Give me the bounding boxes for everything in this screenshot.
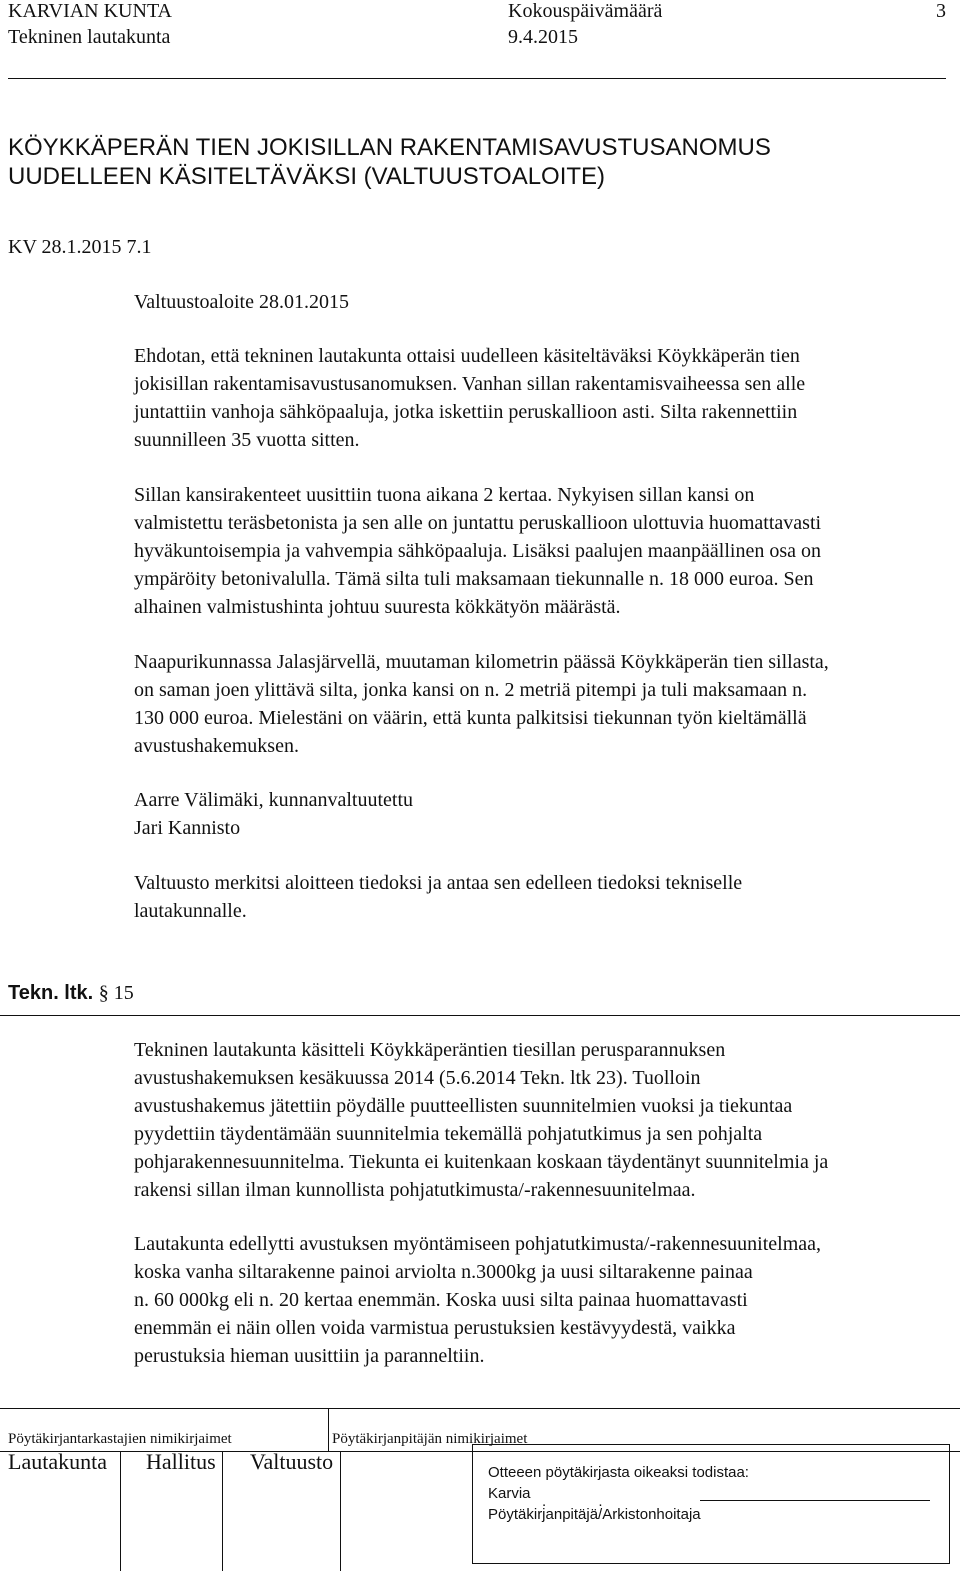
text-line: avustushakemuksen kesäkuussa 2014 (5.6.2014 Tekn. ltk 23). Tuolloin bbox=[134, 1067, 701, 1089]
certification-date-dots: . . bbox=[542, 1493, 627, 1510]
title-line: KÖYKKÄPERÄN TIEN JOKISILLAN RAKENTAMISAVUSTUSANOMUS bbox=[8, 134, 771, 161]
certification-place: Karvia bbox=[488, 1485, 531, 1502]
signature-box-lautakunta: Lautakunta bbox=[8, 1449, 107, 1474]
paragraph bbox=[134, 1230, 954, 1370]
text-line: Naapurikunnassa Jalasjärvellä, muutaman kilometrin päässä Köykkäperän tien sillasta, bbox=[134, 651, 829, 673]
text-line: rakensi sillan ilman kunnollista pohjatutkimusta/-rakennesuunitelmaa. bbox=[134, 1179, 696, 1201]
text-line: 130 000 euroa. Mielestäni on väärin, että kunta palkitsisi tiekunnan työn kieltämällä bbox=[134, 707, 807, 729]
certification-signature-line bbox=[700, 1500, 930, 1501]
text-line: Valtuusto merkitsi aloitteen tiedoksi ja antaa sen edelleen tiedoksi tekniselle bbox=[134, 872, 743, 894]
document-title bbox=[8, 133, 771, 191]
text-line: enemmän ei näin ollen voida varmistua perustuksien kestävyydestä, vaikka bbox=[134, 1317, 736, 1339]
text-line: avustushakemuksen. bbox=[134, 735, 299, 757]
paragraph bbox=[134, 869, 954, 925]
footer-column-divider bbox=[328, 1408, 329, 1452]
initiative-date: Valtuustoaloite 28.01.2015 bbox=[134, 291, 349, 313]
section-divider bbox=[0, 1015, 960, 1016]
board-name: Tekninen lautakunta bbox=[8, 26, 171, 48]
text-line: suunnilleen 35 vuotta sitten. bbox=[134, 429, 360, 451]
text-line: valmistettu teräsbetonista ja sen alle on juntattu peruskallioon ulottuvia huomattavasti bbox=[134, 512, 822, 534]
text-line: on saman joen ylittävä silta, jonka kansi on n. 2 metriä pitempi ja tuli maksamaan n. bbox=[134, 679, 808, 701]
text-line: Ehdotan, että tekninen lautakunta ottaisi uudelleen käsiteltäväksi Köykkäperän tien bbox=[134, 345, 800, 367]
keeper-initials-label: Pöytäkirjanpitäjän nimikirjaimet bbox=[332, 1431, 528, 1447]
meeting-date-label: Kokouspäivämäärä bbox=[508, 0, 663, 22]
organization-name: KARVIAN KUNTA bbox=[8, 0, 173, 22]
paragraph bbox=[134, 342, 954, 454]
text-line: pyydettiin täydentämään suunnitelmia tekemällä pohjatutkimus ja sen pohjalta bbox=[134, 1123, 763, 1145]
signature-box-hallitus: Hallitus bbox=[146, 1449, 216, 1474]
certification-text: Otteeen pöytäkirjasta oikeaksi todistaa: bbox=[488, 1464, 749, 1481]
paragraph bbox=[134, 648, 954, 760]
certification-role: Pöytäkirjanpitäjä/Arkistonhoitaja bbox=[488, 1506, 701, 1523]
text-line: lautakunnalle. bbox=[134, 900, 247, 922]
text-line: n. 60 000kg eli n. 20 kertaa enemmän. Koska uusi silta painaa huomattavasti bbox=[134, 1289, 748, 1311]
paragraph bbox=[134, 1036, 954, 1204]
text-line: perustuksia hieman uusittiin ja paranneltiin. bbox=[134, 1345, 485, 1367]
text-line: juntattiin vanhoja sähköpaaluja, jotka iskettiin peruskallioon asti. Silta rakennettiin bbox=[134, 401, 798, 423]
text-line: Sillan kansirakenteet uusittiin tuona aikana 2 kertaa. Nykyisen sillan kansi on bbox=[134, 484, 755, 506]
text-line: Tekninen lautakunta käsitteli Köykkäperäntien tiesillan perusparannuksen bbox=[134, 1039, 726, 1061]
text-line: pohjarakennesuunnitelma. Tiekunta ei kuitenkaan koskaan täydentänyt suunnitelmia ja bbox=[134, 1151, 829, 1173]
reviewers-initials-label: Pöytäkirjantarkastajien nimikirjaimet bbox=[8, 1431, 232, 1447]
signature-box-divider bbox=[340, 1451, 341, 1571]
text-line: ympäröity betonivalulla. Tämä silta tuli maksamaan tiekunnalle n. 18 000 euroa. Sen bbox=[134, 568, 814, 590]
text-line: hyväkuntoisempia ja vahvempia sähköpaaluja. Lisäksi paalujen maanpäällinen osa on bbox=[134, 540, 822, 562]
section-sign: § bbox=[98, 982, 114, 1004]
text-line: alhainen valmistushinta johtuu suuresta kökkätyön määrästä. bbox=[134, 596, 621, 618]
section-number: 15 bbox=[113, 982, 134, 1004]
signature-box-divider bbox=[222, 1451, 223, 1571]
council-reference: KV 28.1.2015 7.1 bbox=[8, 236, 152, 258]
text-line: koska vanha siltarakenne painoi arviolta n.3000kg ja uusi siltarakenne painaa bbox=[134, 1261, 753, 1283]
signer-name: Aarre Välimäki, kunnanvaltuutettu bbox=[134, 789, 413, 811]
section-heading bbox=[8, 982, 134, 1005]
text-line: Lautakunta edellytti avustuksen myöntämiseen pohjatutkimusta/-rakennesuunitelmaa, bbox=[134, 1233, 822, 1255]
text-line: avustushakemus jätettiin pöydälle puutteellisten suunnitelmien vuoksi ja tiekuntaa bbox=[134, 1095, 793, 1117]
meeting-date-value: 9.4.2015 bbox=[508, 26, 578, 48]
section-label: Tekn. ltk. bbox=[8, 982, 94, 1004]
signers bbox=[134, 786, 954, 842]
page-number: 3 bbox=[936, 0, 946, 22]
footer-top-rule bbox=[0, 1408, 960, 1409]
signature-box-valtuusto: Valtuusto bbox=[250, 1449, 334, 1474]
document-header bbox=[8, 0, 946, 80]
header-divider bbox=[8, 78, 946, 79]
paragraph bbox=[134, 481, 954, 621]
title-line: UUDELLEEN KÄSITELTÄVÄKSI (VALTUUSTOALOITE) bbox=[8, 163, 606, 190]
signature-box-divider bbox=[120, 1451, 121, 1571]
text-line: jokisillan rakentamisavustusanomuksen. Vanhan sillan rakentamisvaiheessa sen alle bbox=[134, 373, 806, 395]
signer-name: Jari Kannisto bbox=[134, 817, 241, 839]
